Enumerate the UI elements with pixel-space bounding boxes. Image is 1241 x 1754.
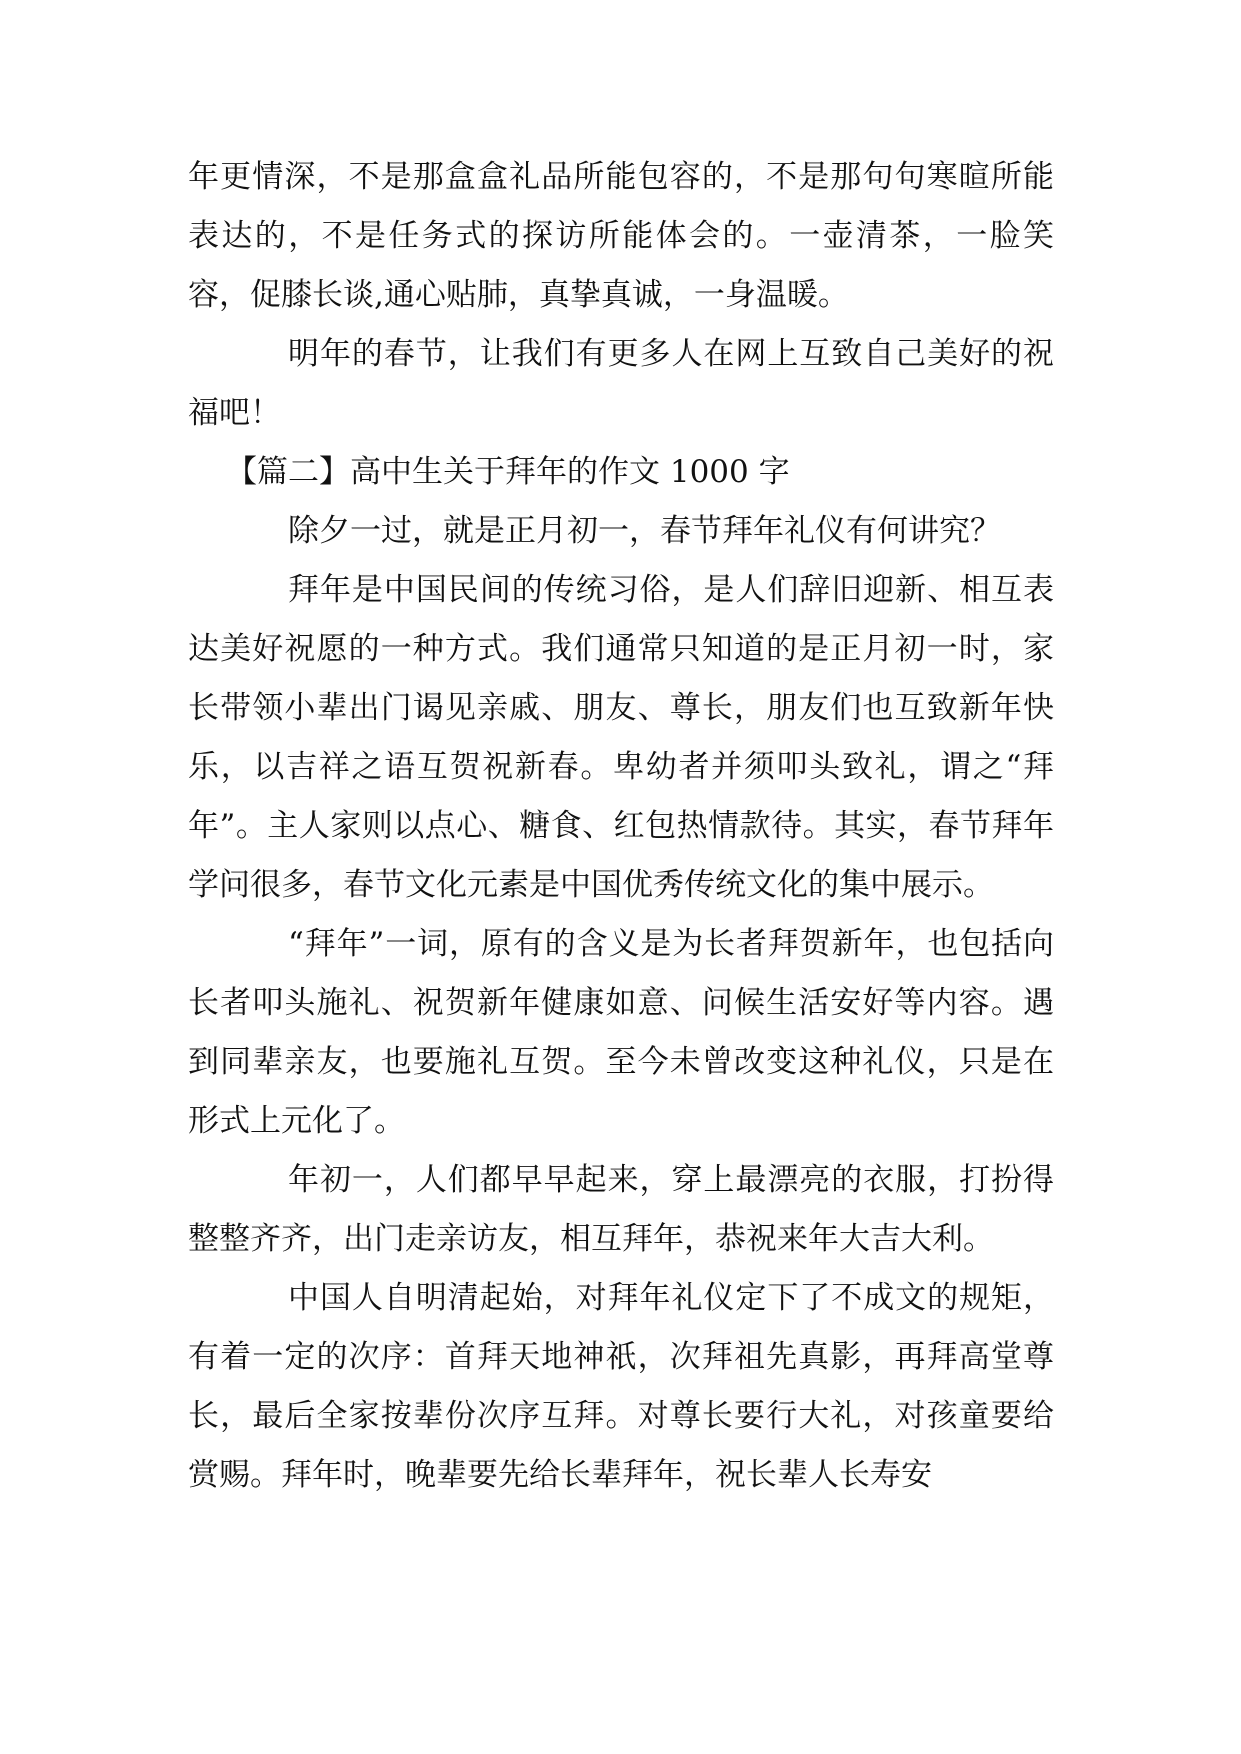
section-heading: 【篇二】高中生关于拜年的作文 1000 字	[226, 454, 790, 490]
document-page	[188, 148, 1054, 1505]
paragraph-tradition: 拜年是中国民间的传统习俗，是人们辞旧迎新、相互表达美好祝愿的一种方式。我们通常只知道的是正月初一时，家长带领小辈出门谒见亲戚、朋友、尊长，朋友们也互致新年快乐，以吉祥之语互贺祝新春。卑幼者并须叩头致礼，谓之“拜年”。主人家则以点心、糖食、红包热情款待。其实，春节拜年学问很多，春节文化元素是中国优秀传统文化的集中展示。	[188, 572, 1054, 903]
paragraph-continuation: 年更情深，不是那盒盒礼品所能包容的，不是那句句寒暄所能表达的，不是任务式的探访所能体会的。一壶清茶，一脸笑容，促膝长谈,通心贴肺，真挚真诚，一身温暖。	[188, 159, 1054, 313]
paragraph-etiquette-order: 中国人自明清起始，对拜年礼仪定下了不成文的规矩，有着一定的次序：首拜天地神祇，次拜祖先真影，再拜高堂尊长，最后全家按辈份次序互拜。对尊长要行大礼，对孩童要给赏赐。拜年时，晚辈要先给长辈拜年，祝长辈人长寿安	[188, 1280, 1054, 1493]
paragraph-question: 除夕一过，就是正月初一，春节拜年礼仪有何讲究？	[288, 513, 1001, 549]
paragraph-meaning: “拜年”一词，原有的含义是为长者拜贺新年，也包括向长者叩头施礼、祝贺新年健康如意、问候生活安好等内容。遇到同辈亲友，也要施礼互贺。至今未曾改变这种礼仪，只是在形式上元化了。	[188, 926, 1054, 1139]
paragraph-new-year-wish: 明年的春节，让我们有更多人在网上互致自己美好的祝福吧！	[188, 336, 1054, 431]
paragraph-new-year-day: 年初一，人们都早早起来，穿上最漂亮的衣服，打扮得整整齐齐，出门走亲访友，相互拜年，恭祝来年大吉大利。	[188, 1162, 1054, 1257]
